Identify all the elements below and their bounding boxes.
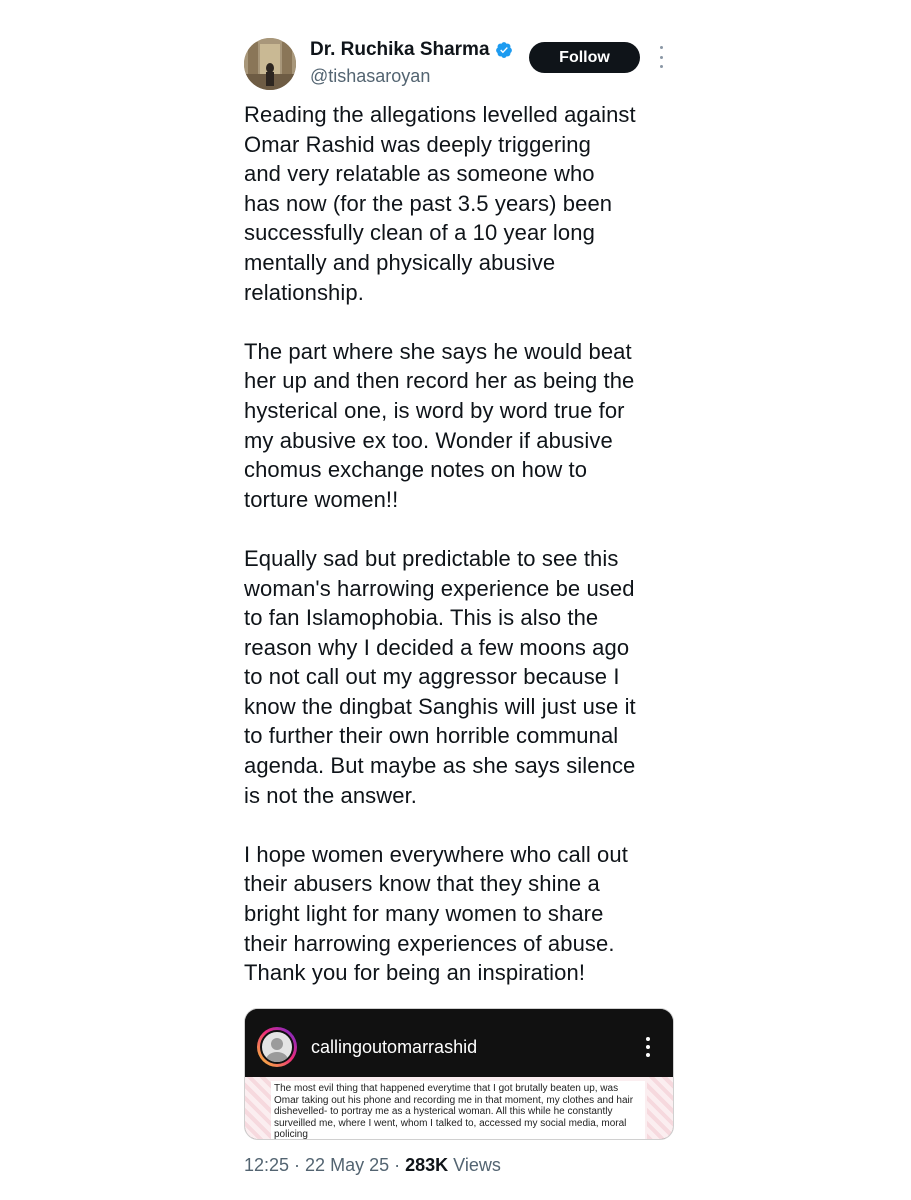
- tweet-paragraph: Equally sad but predictable to see this woman's harrowing experience be used to fan Islamophobia. This is also the reason why I decided a few moons ago to not call out my aggressor because I know the dingbat Sanghis will just use it to further their own horrible communal agenda. But maybe as she says silence is not the answer.: [244, 545, 636, 808]
- tweet: [244, 36, 674, 988]
- author-display-name[interactable]: Dr. Ruchika Sharma: [310, 39, 490, 60]
- views-count[interactable]: 283K: [405, 1155, 449, 1175]
- tweet-paragraph: The part where she says he would beat her up and then record her as being the hysterical one, is word by word true for my abusive ex too. Wonder if abusive chomus exchange notes on how to torture women!!: [244, 338, 635, 512]
- author-name-block: [310, 38, 513, 88]
- meta-separator: ·: [289, 1155, 306, 1175]
- default-avatar-icon: [260, 1030, 294, 1064]
- more-vertical-icon[interactable]: [656, 46, 666, 68]
- embed-avatar-ring: [257, 1027, 297, 1067]
- tweet-paragraph: I hope women everywhere who call out their abusers know that they shine a bright light for many women to share their harrowing experiences of abuse. Thank you for being an inspiration!: [244, 841, 628, 986]
- embed-content: [245, 1077, 673, 1139]
- tweet-time[interactable]: 12:25: [244, 1155, 290, 1175]
- author-handle[interactable]: @tishasaroyan: [310, 66, 431, 86]
- author-avatar[interactable]: [244, 38, 296, 90]
- tweet-paragraph: Reading the allegations levelled against Omar Rashid was deeply triggering and very relatable as someone who has now (for the past 3.5 years) been successfully clean of a 10 year long mentally and physically abusive relationship.: [244, 102, 636, 305]
- embed-header: [245, 1009, 673, 1083]
- embed-username: callingoutomarrashid: [311, 1037, 478, 1057]
- embed-text: The most evil thing that happened everytime that I got brutally beaten up, was Omar taking out his phone and recording me in that moment, my clothes and hair dishevelled- to portray me as a hysterical woman. All this while he constantly surveilled me, where I went, whom I talked to, accessed my social media, moral policing: [271, 1081, 645, 1139]
- views-label: Views: [448, 1155, 501, 1175]
- tweet-text: [244, 100, 674, 988]
- embedded-media[interactable]: [244, 1008, 674, 1140]
- tweet-header: [244, 36, 674, 94]
- verified-badge-icon: [495, 41, 513, 59]
- tweet-date[interactable]: 22 May 25: [305, 1155, 390, 1175]
- follow-button[interactable]: Follow: [529, 42, 640, 73]
- embed-more-icon: [645, 1037, 651, 1057]
- tweet-meta: [244, 1153, 501, 1177]
- meta-separator: ·: [389, 1155, 406, 1175]
